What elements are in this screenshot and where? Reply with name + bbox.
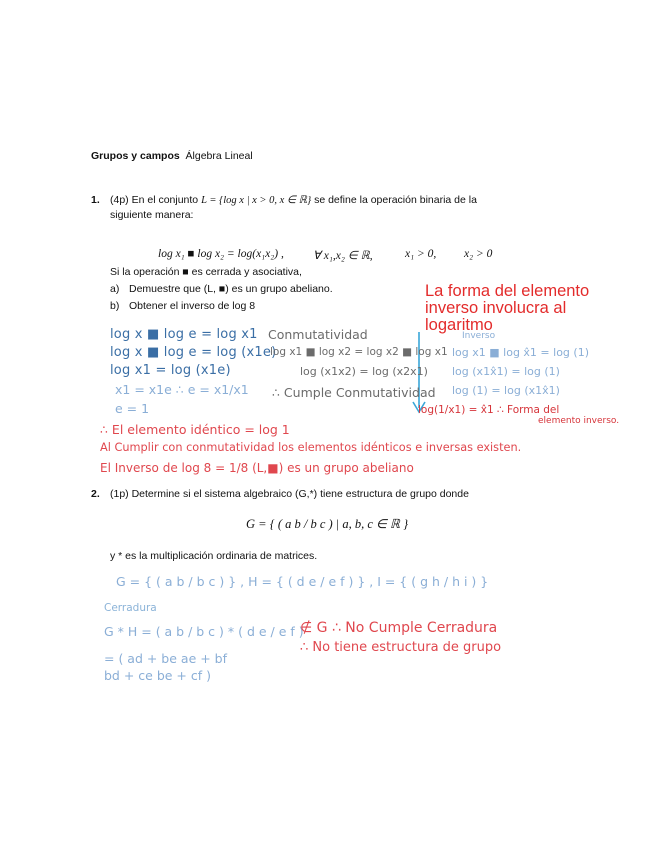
problem2-note: y * es la multiplicación ordinaria de matrices. — [110, 550, 318, 562]
product-expression: G * H = ( a b / b c ) * ( d e / e f ) — [104, 624, 304, 639]
problem2-system: (G,*) — [295, 488, 318, 500]
problem1-item-a: Demuestre que (L, ■) es un grupo abeliano. — [129, 283, 333, 295]
matrices-definition: G = { ( a b / b c ) } , H = { ( d e / e f ) } , I = { ( g h / h i ) } — [116, 574, 489, 589]
inv-line-1: log x1 ■ log x̂1 = log (1) — [452, 346, 589, 359]
inv-line-3: log (1) = log (x1x̂1) — [452, 384, 560, 397]
inv-line-5: elemento inverso. — [538, 416, 620, 426]
problem2-set-G: G = { ( a b / b c ) | a, b, c ∈ ℝ } — [246, 517, 409, 531]
problem2-text-a: (1p) Determine si el sistema algebraico — [110, 488, 293, 500]
problem1-item-b: Obtener el inverso de log 8 — [129, 300, 256, 312]
inv-title: Inverso — [462, 331, 496, 341]
problem1-cond1: x₁ > 0, — [405, 248, 437, 260]
problem1-intro-c: siguiente manera: — [110, 209, 194, 221]
product-result-row2: bd + ce be + cf ) — [104, 668, 211, 683]
comm-title: Conmutatividad — [268, 327, 368, 342]
annotation-line3: logaritmo — [425, 316, 493, 334]
problem1-forall: ∀ x₁,x₂ ∈ ℝ, — [313, 250, 373, 262]
identity-line-2: log x ■ log e = log (x1e) — [110, 345, 277, 360]
comm-line-3: ∴ Cumple Conmutatividad — [272, 385, 436, 400]
problem1-statement — [110, 194, 477, 206]
conclusion-line-2: Al Cumplir con conmutatividad los elementos idénticos e inversas existen. — [100, 441, 522, 454]
identity-line-4: x1 = x1e ∴ e = x1/x1 — [115, 382, 249, 397]
comm-line-2: log (x1x2) = log (x2x1) — [300, 365, 428, 378]
conclusion-line-1: ∴ El elemento idéntico = log 1 — [100, 422, 290, 437]
identity-line-5: e = 1 — [115, 401, 150, 416]
problem1-closure-note: Si la operación ■ es cerrada y asociativa, — [110, 266, 302, 278]
header-title: Grupos y campos — [91, 150, 180, 162]
annotation-line1: La forma del elemento — [425, 282, 590, 300]
problem1-operation: log x₁ ■ log x₂ = log(x₁x₂) , — [158, 248, 284, 260]
annotation-line2: inverso involucra al — [425, 299, 567, 317]
closure-title: Cerradura — [104, 602, 157, 614]
identity-line-3: log x1 = log (x1e) — [110, 363, 231, 378]
problem1-intro-a: (4p) En el conjunto — [110, 194, 199, 206]
identity-line-1: log x ■ log e = log x1 — [110, 327, 258, 342]
comm-line-1: log x1 ■ log x2 = log x2 ■ log x1 — [270, 346, 448, 358]
problem1-cond2: x₂ > 0 — [464, 248, 493, 260]
problem1-set-def: L = {log x | x > 0, x ∈ ℝ} — [201, 195, 312, 206]
inv-line-4: log(1/x1) = x̂1 ∴ Forma del — [418, 404, 560, 416]
page-header — [91, 150, 253, 162]
problem2-statement — [110, 488, 469, 500]
problem2-text-b: tiene estructura de grupo donde — [320, 488, 469, 500]
verdict-line-2: ∴ No tiene estructura de grupo — [300, 640, 502, 655]
verdict-line-1: ∉ G ∴ No Cumple Cerradura — [300, 620, 498, 636]
problem1-item-a-label: a) — [110, 283, 120, 295]
inv-line-2: log (x1x̂1) = log (1) — [452, 365, 560, 378]
conclusion-line-3: El Inverso de log 8 = 1/8 (L,■) es un grupo abeliano — [100, 461, 414, 475]
product-result-row1: = ( ad + be ae + bf — [104, 651, 228, 666]
problem1-intro-b: se define la operación binaria de la — [314, 194, 477, 206]
problem1-item-b-label: b) — [110, 300, 120, 312]
header-subtitle: Álgebra Lineal — [185, 150, 253, 162]
problem2-number: 2. — [91, 488, 100, 500]
problem1-number: 1. — [91, 194, 100, 206]
